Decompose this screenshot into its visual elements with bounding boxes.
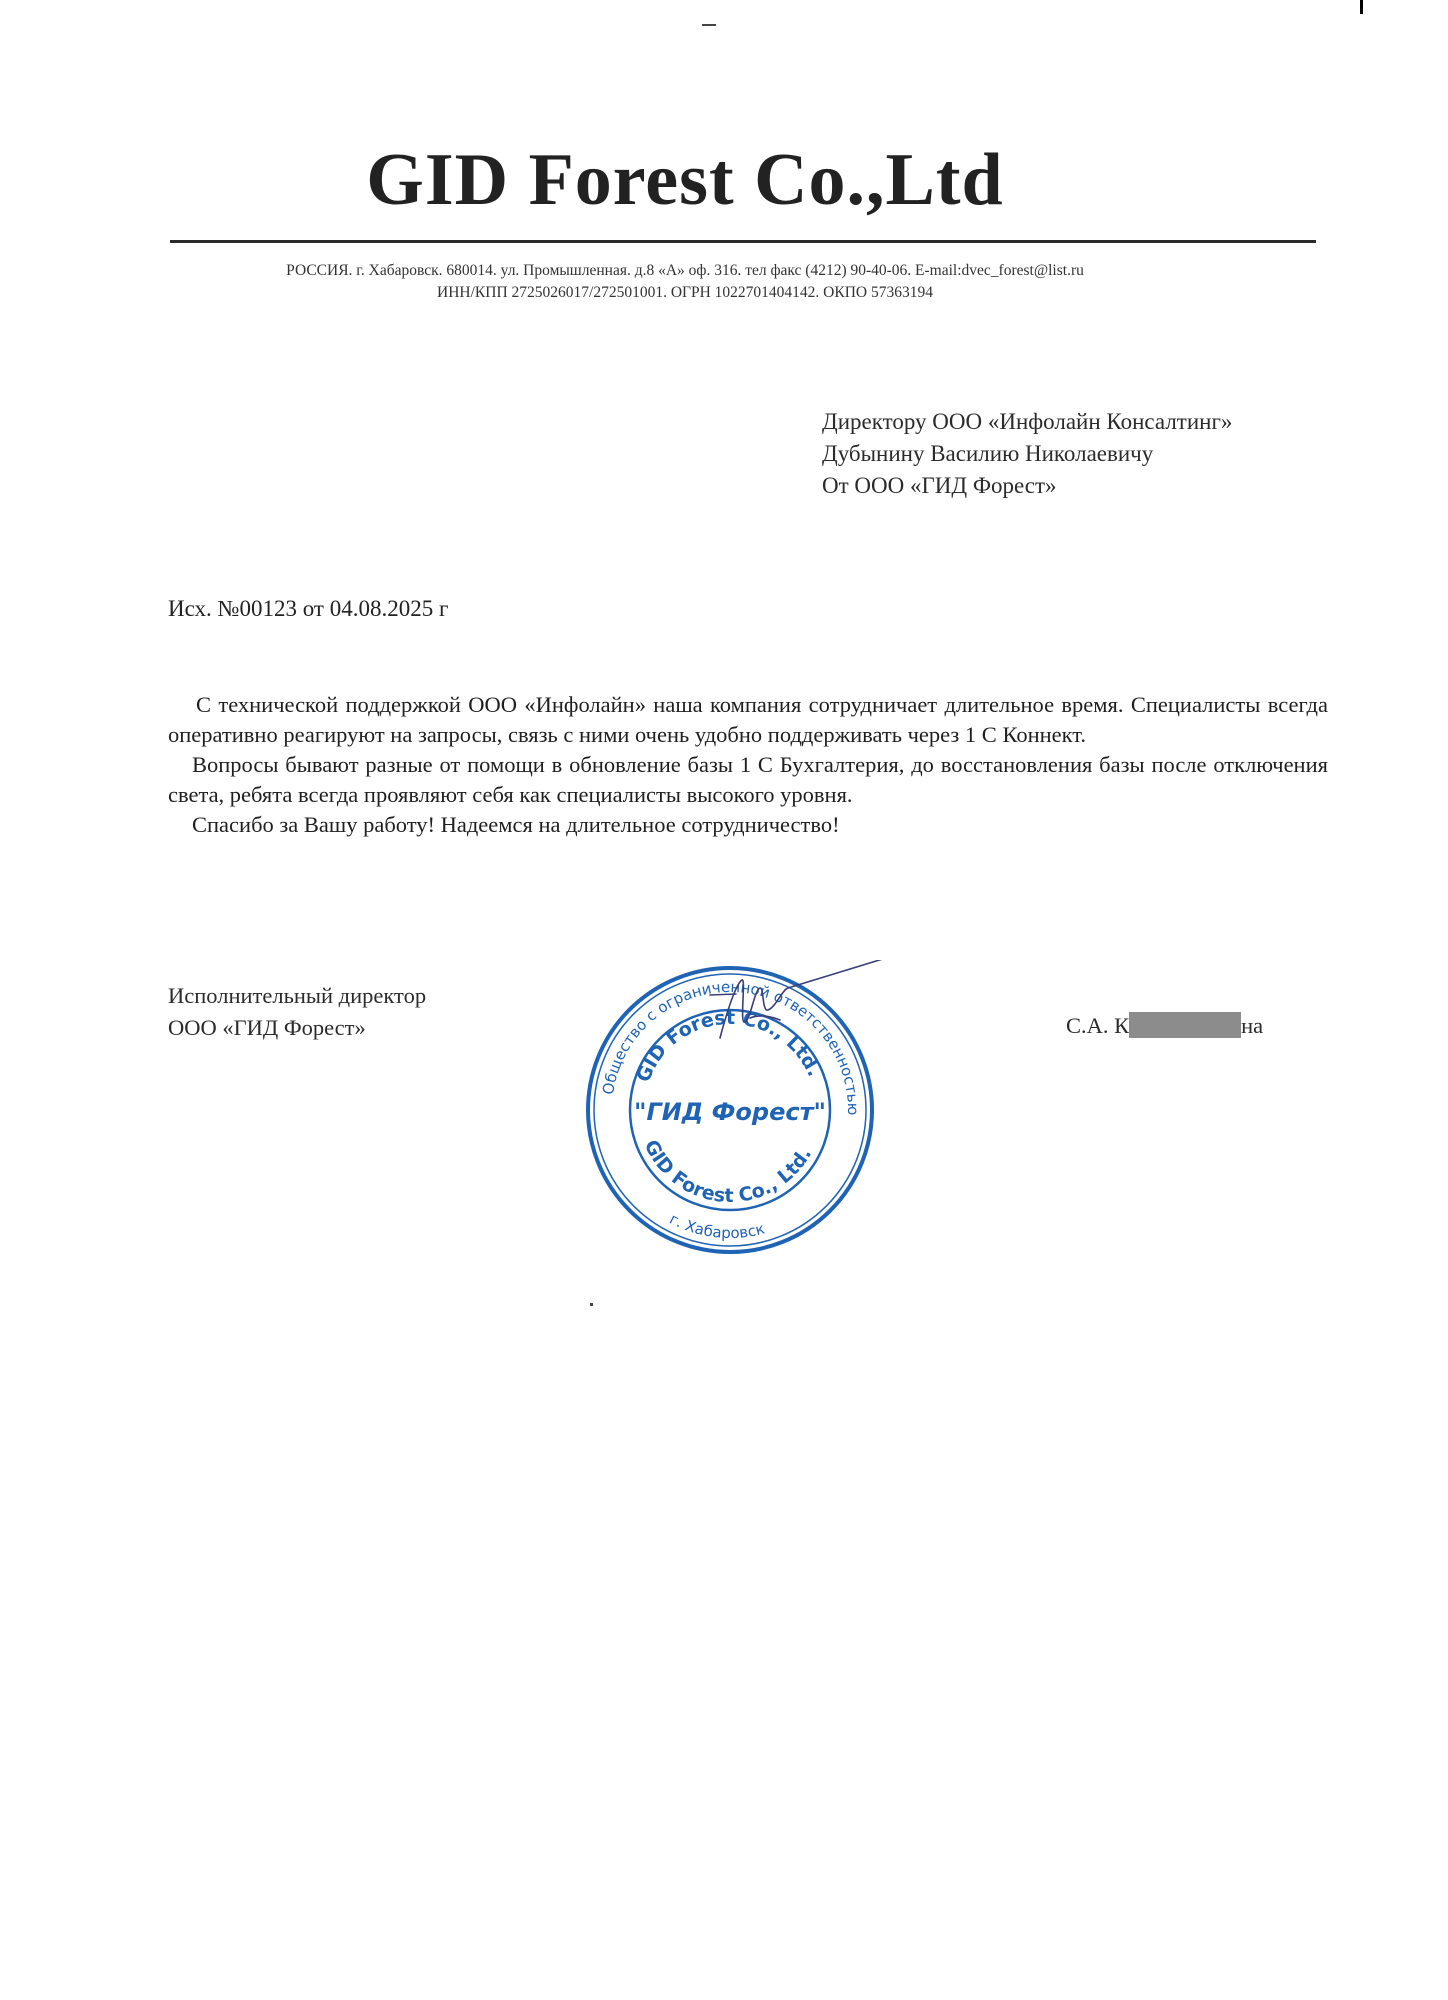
stamp-center-text: "ГИД Форест" xyxy=(634,1098,826,1126)
header-divider xyxy=(170,240,1316,243)
company-name: GID Forest Co.,Ltd xyxy=(366,139,1004,221)
stamp-latin-top-path: GID Forest Co., Ltd. xyxy=(632,1006,826,1086)
stamp-latin-bottom xyxy=(640,1136,816,1207)
addressee-block xyxy=(822,406,1232,502)
addressee-line-3: От ООО «ГИД Форест» xyxy=(822,473,1057,498)
body-paragraph-1: С технической поддержкой ООО «Инфолайн» наша компания сотрудничает длительное время. Специалисты всегда оперативно реагируют на запросы, связь с ними очень удобно поддерживать через 1 С Коннект. xyxy=(168,692,1328,747)
company-registry-numbers: ИНН/КПП 2725026017/272501001. ОГРН 1022701404142. ОКПО 57363194 xyxy=(437,284,933,301)
signatory-title xyxy=(168,980,426,1044)
body-paragraph-3: Спасибо за Вашу работу! Надеемся на длительное сотрудничество! xyxy=(192,812,840,837)
addressee-line-1: Директору ООО «Инфолайн Консалтинг» xyxy=(822,409,1233,434)
letter-body xyxy=(168,690,1328,840)
signatory-name-start: С.А. К xyxy=(1066,1013,1130,1038)
signatory-name xyxy=(1066,1012,1263,1039)
stamp-ring-text-path: Общество с ограниченной ответственностью xyxy=(598,977,863,1116)
handwritten-signature xyxy=(690,960,890,1060)
stamp-latin-bottom-path: GID Forest Co., Ltd. xyxy=(639,1136,817,1208)
signatory-name-end: на xyxy=(1241,1013,1264,1038)
body-paragraph-2: Вопросы бывают разные от помощи в обновление базы 1 С Бухгалтерия, до восстановления базы после отключения света, ребята всегда проявляют себя как специалисты высокого уровня. xyxy=(168,752,1328,807)
stamp-city-path: г. Хабаровск xyxy=(666,1209,767,1243)
outgoing-reference: Исх. №00123 от 04.08.2025 г xyxy=(168,596,449,621)
scan-mark xyxy=(590,1303,593,1306)
scan-mark xyxy=(1360,0,1363,14)
signatory-company: ООО «ГИД Форест» xyxy=(168,1015,366,1040)
scan-mark xyxy=(702,24,716,26)
addressee-line-2: Дубынину Василию Николаевичу xyxy=(822,441,1154,466)
signatory-position: Исполнительный директор xyxy=(168,983,427,1008)
redaction-box xyxy=(1129,1012,1241,1038)
company-address: РОССИЯ. г. Хабаровск. 680014. ул. Промышленная. д.8 «А» оф. 316. тел факс (4212) 90-40-06. E-mail:dvec_forest@list.ru xyxy=(286,262,1084,279)
